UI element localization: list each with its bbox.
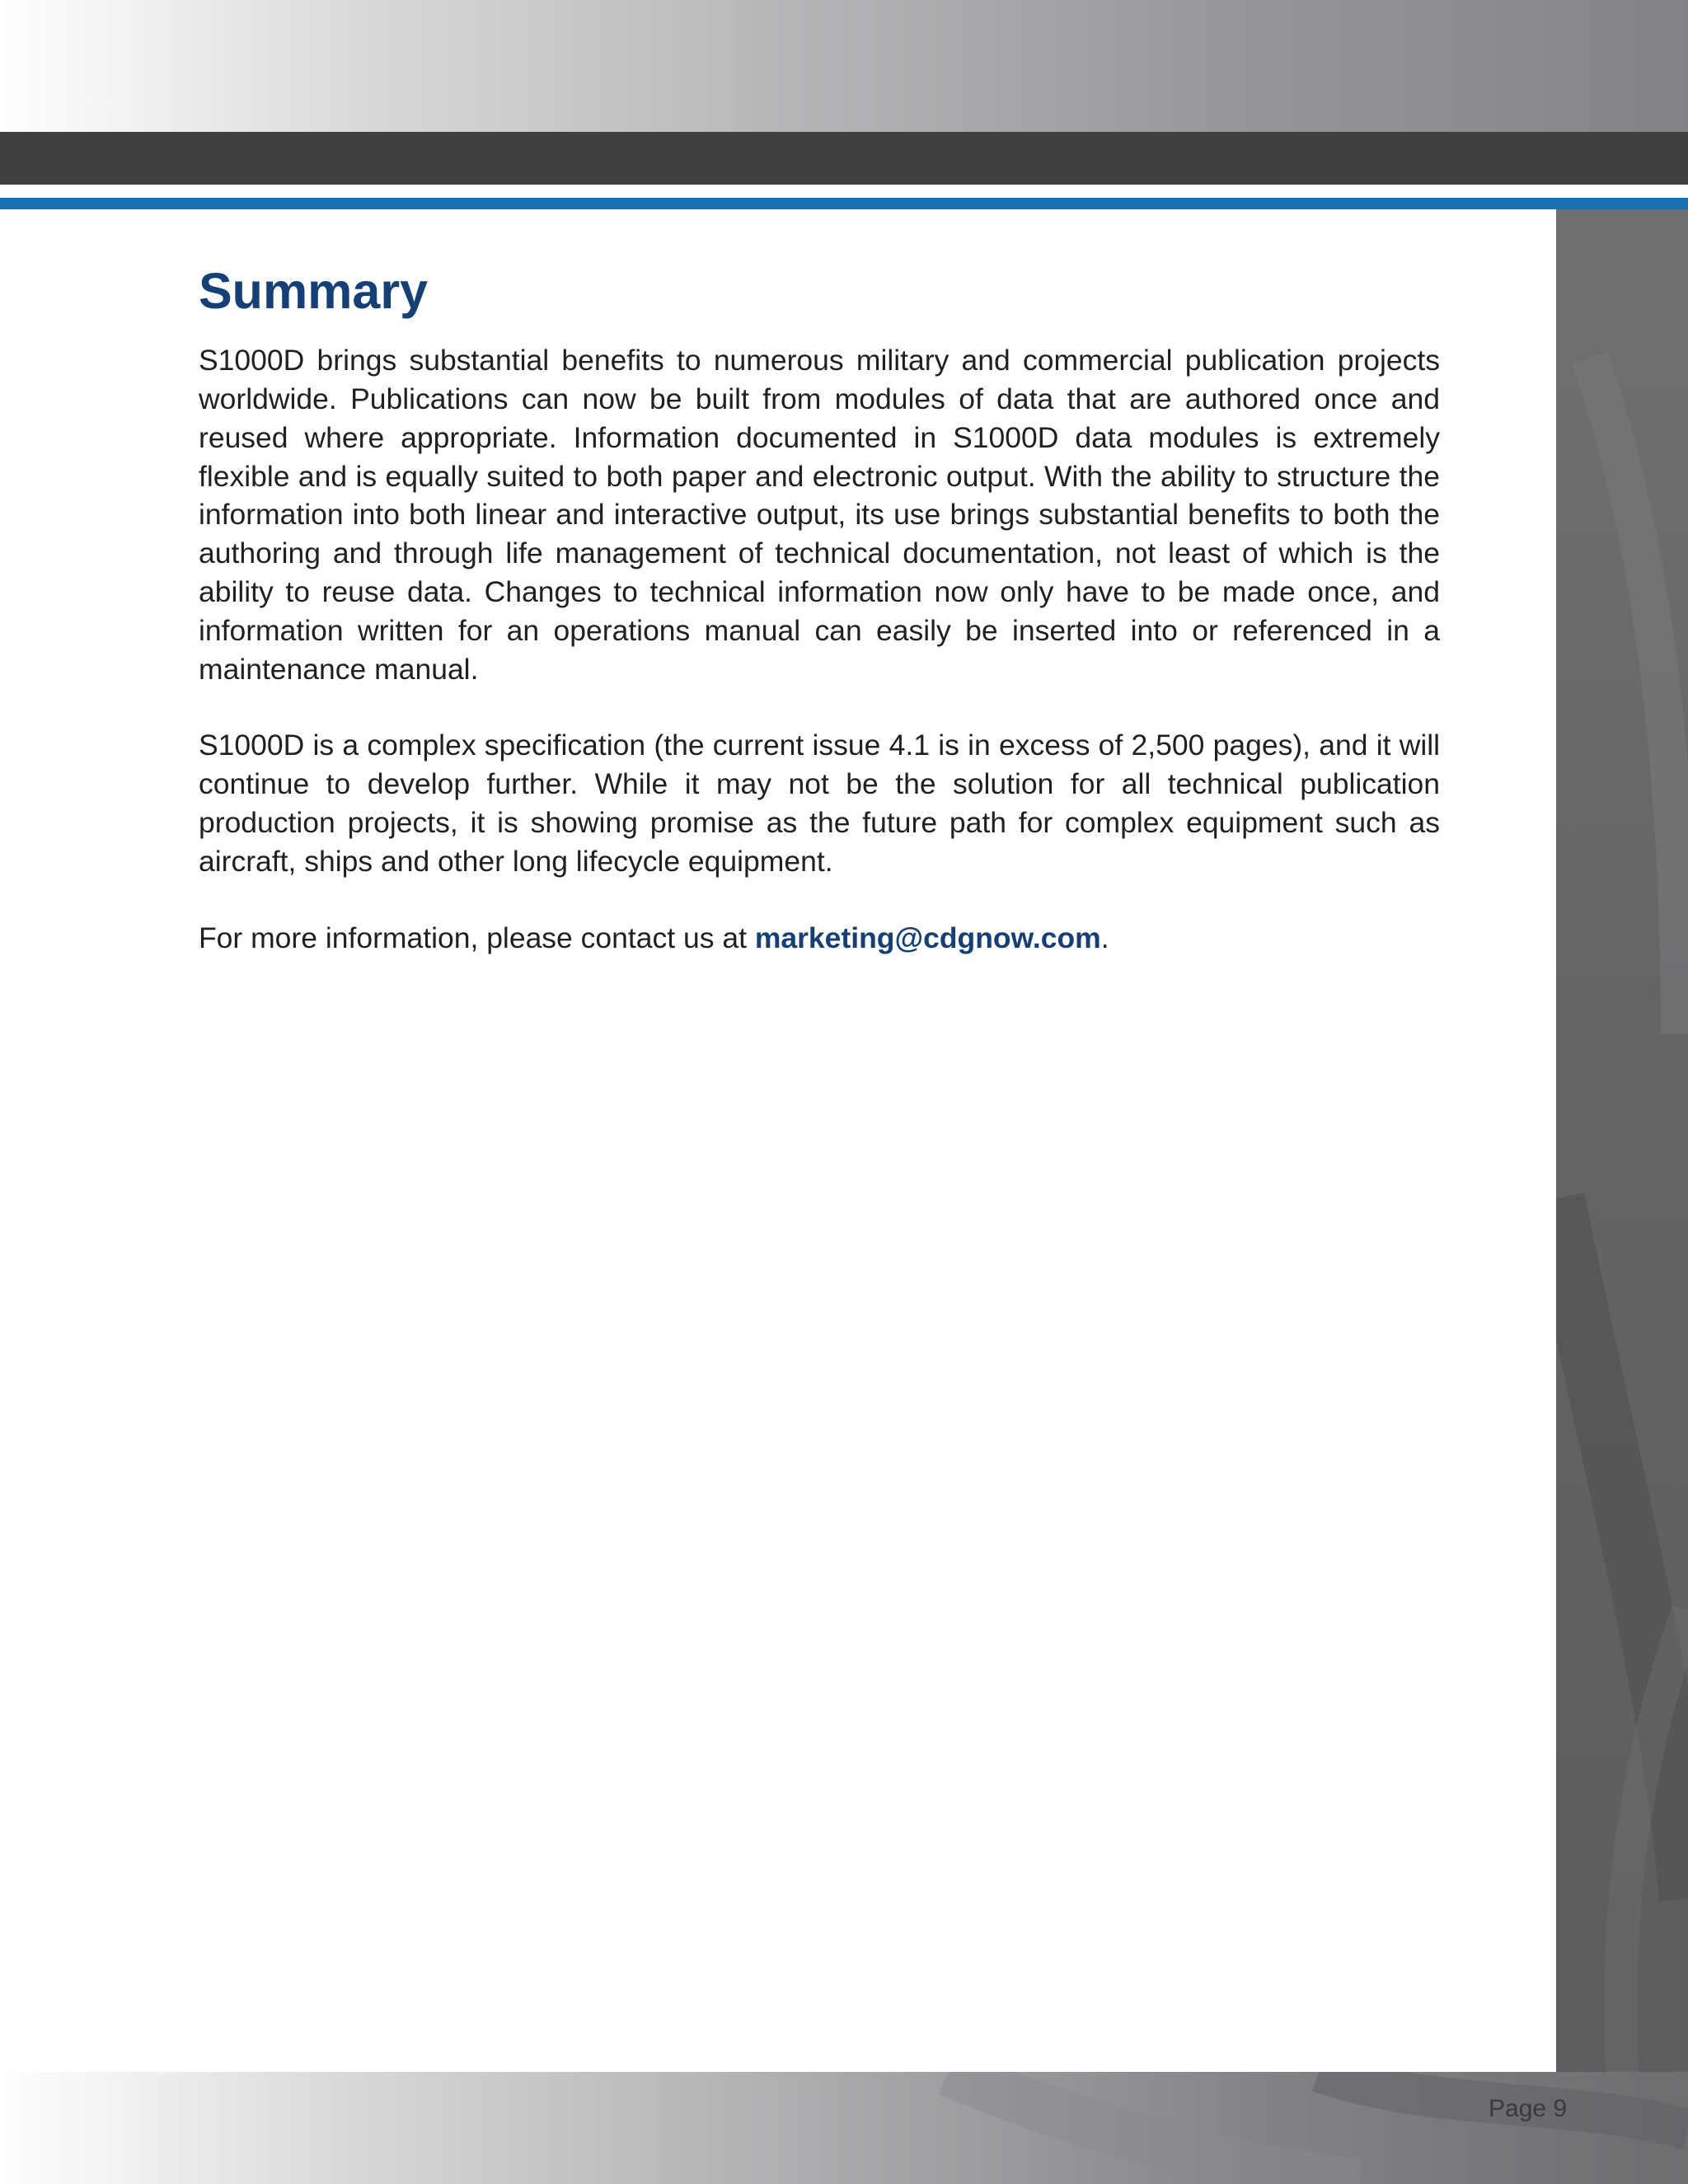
contact-email-link[interactable]: marketing@cdgnow.com <box>754 921 1101 954</box>
side-swoosh-graphic <box>1556 209 1688 2184</box>
header-separator <box>0 185 1688 198</box>
contact-line <box>199 919 1440 958</box>
footer-gradient-band <box>0 2072 1688 2184</box>
page-content <box>199 262 1440 957</box>
summary-paragraph-2: S1000D is a complex specification (the current issue 4.1 is in excess of 2,500 pages), and it will continue to develop further. While it may not be the solution for all technical publication production projects, it is showing promise as the future path for complex equipment such as aircraft, ships and other long lifecycle equipment. <box>199 729 1440 878</box>
page-number: Page 9 <box>1489 2095 1568 2122</box>
header-accent-line <box>0 198 1688 209</box>
page-title: Summary <box>199 263 429 319</box>
document-page <box>0 209 1556 2072</box>
summary-paragraph-1: S1000D brings substantial benefits to numerous military and commercial publication projects worldwide. Publications can now be built from modules of data that are authored once and reused where appropriate. Information documented in S1000D data modules is extremely flexible and is equally suited to both paper and electronic output. With the ability to structure the information into both linear and interactive output, its use brings substantial benefits to both the authoring and through life management of technical documentation, not least of which is the ability to reuse data. Changes to technical information now only have to be made once, and information written for an operations manual can easily be inserted into or referenced in a maintenance manual. <box>199 344 1440 686</box>
contact-text: For more information, please contact us at <box>199 921 755 954</box>
header-gradient-band <box>0 0 1688 132</box>
footer-swoosh-graphic <box>0 2072 1688 2184</box>
header-dark-bar <box>0 132 1688 185</box>
contact-period: . <box>1100 921 1109 954</box>
side-decorative-panel <box>1556 209 1688 2184</box>
